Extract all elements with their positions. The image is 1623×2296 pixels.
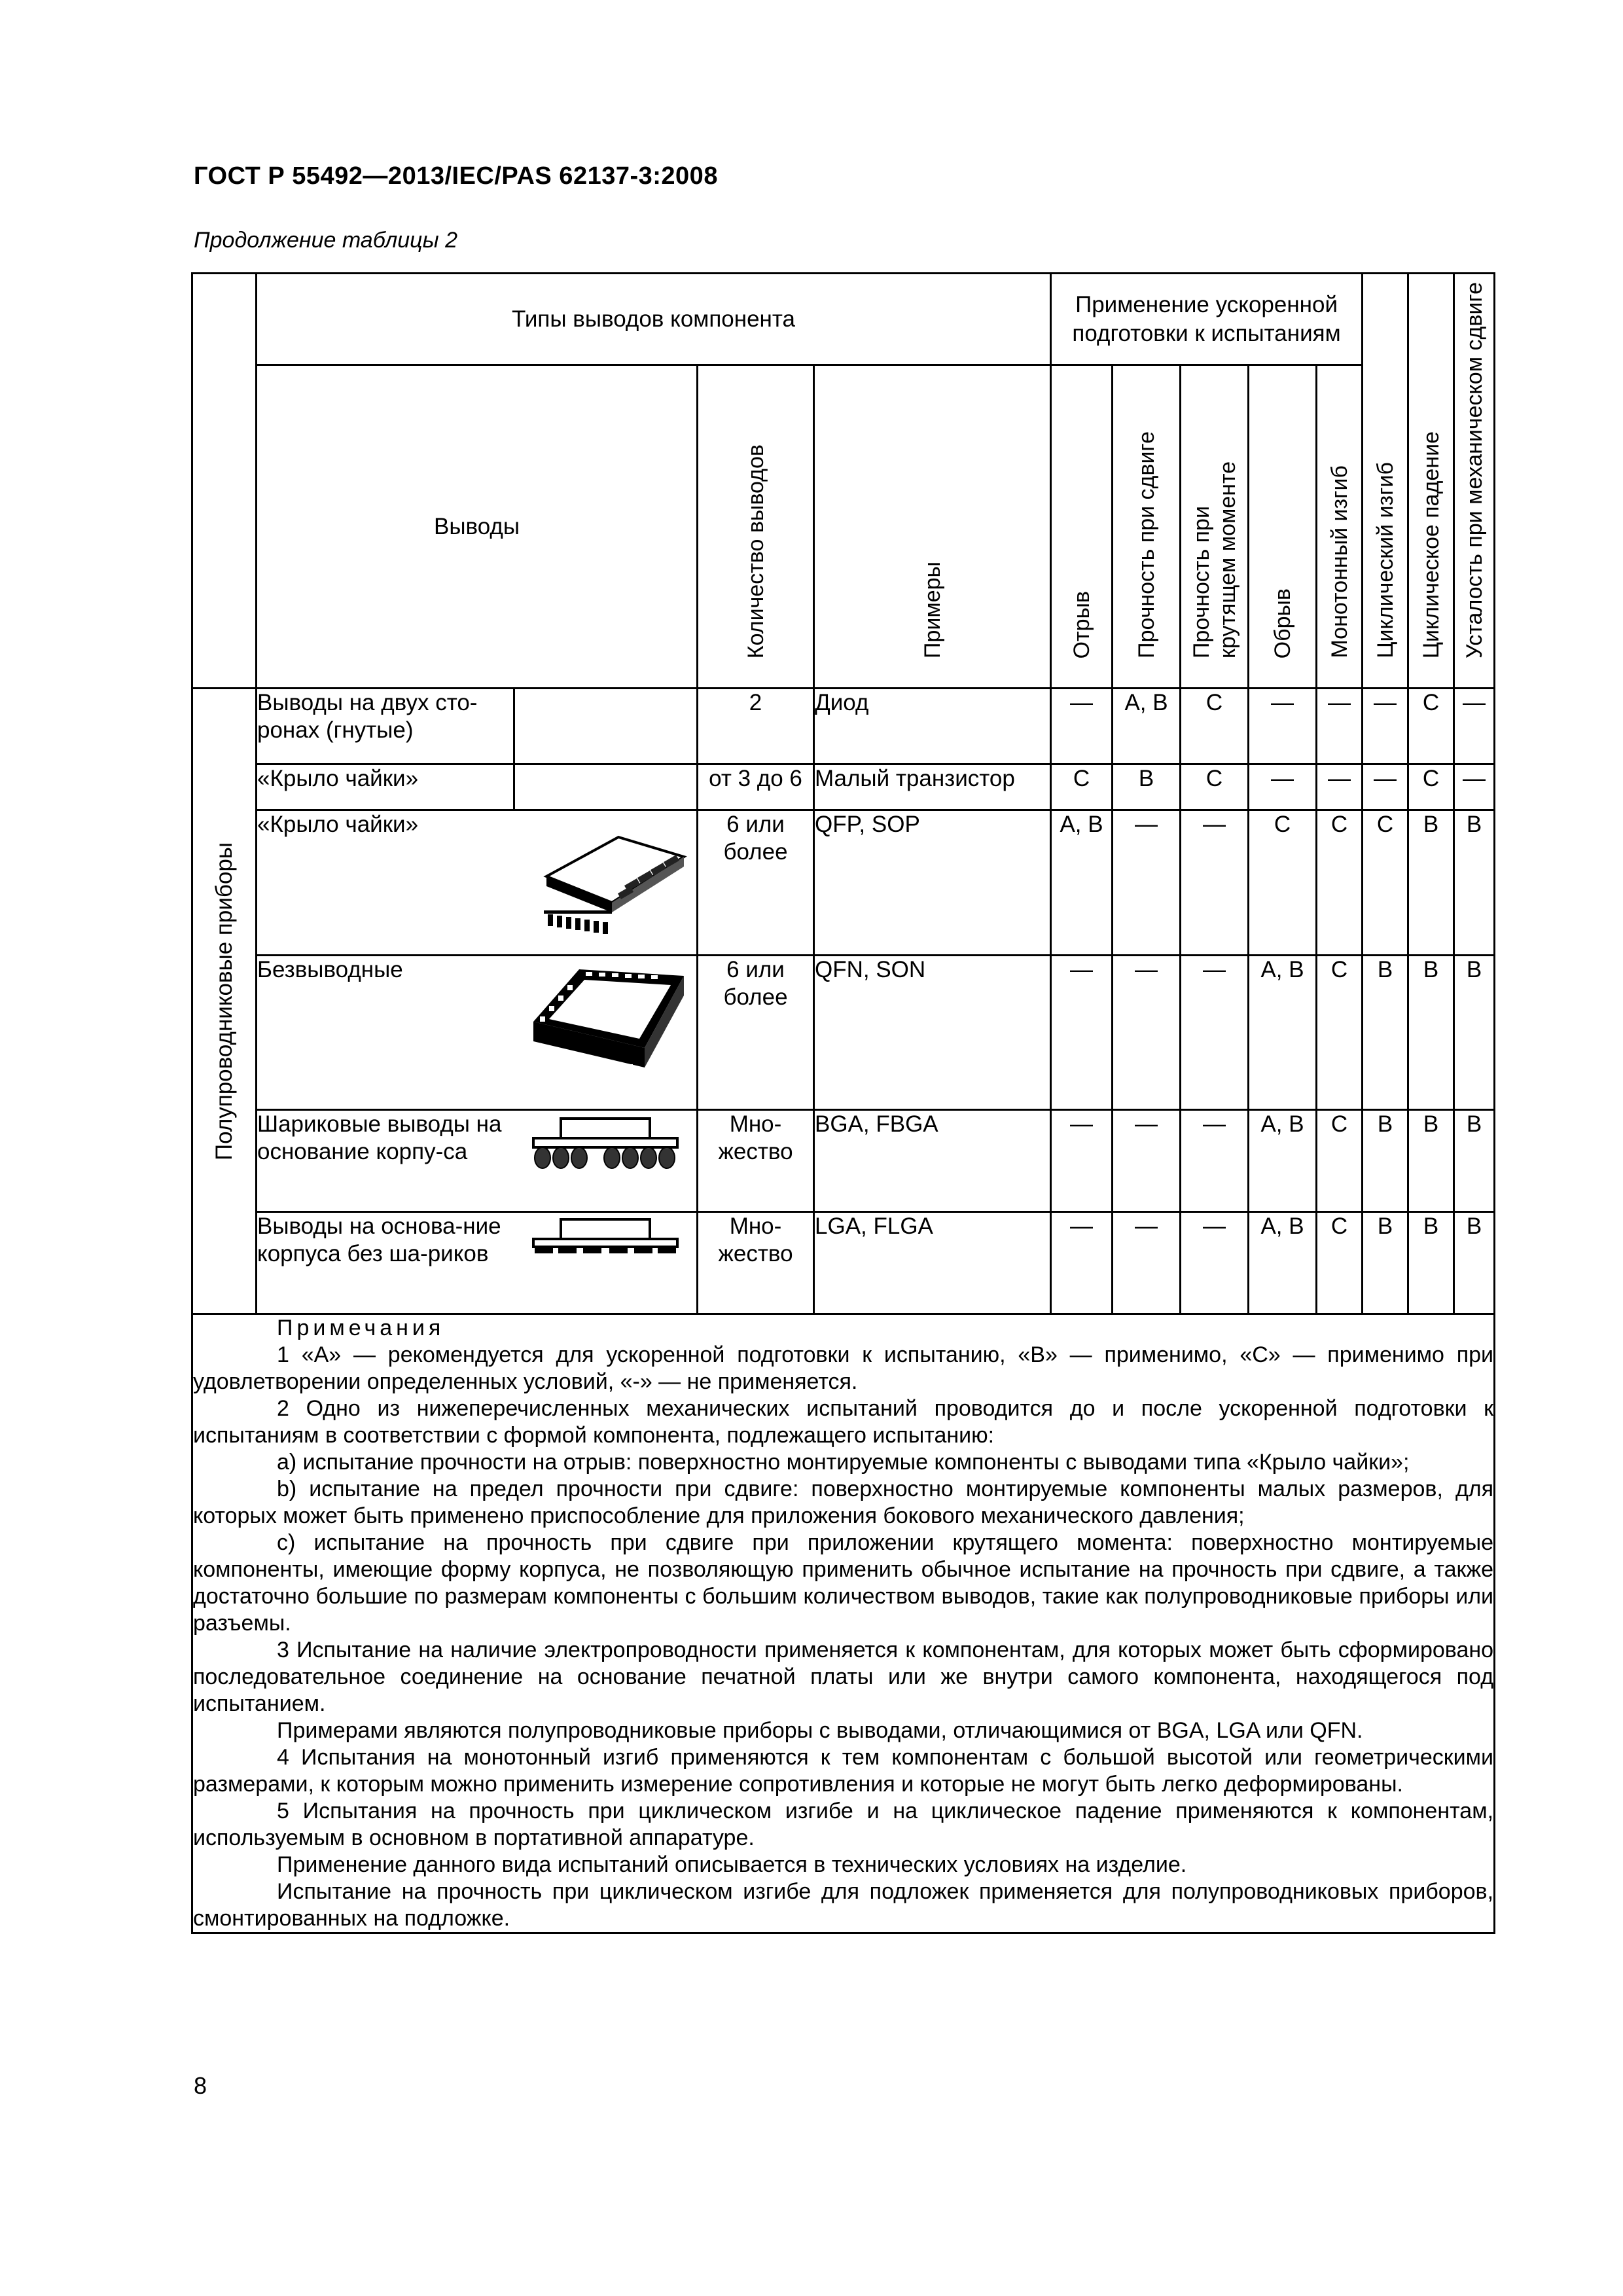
value-shear: А, В (1113, 689, 1181, 764)
col-shear-header (1113, 365, 1181, 689)
value-cyclic-bend: В (1363, 1110, 1408, 1212)
col-mono-bend: Монотонный изгиб (1327, 465, 1352, 658)
leads-cell: Выводы на основа-ние корпуса без ша-риков (257, 1212, 514, 1314)
value-cyclic-bend: В (1363, 1212, 1408, 1314)
leads-cell: Выводы на двух сто-ронах (гнутые) (257, 689, 514, 764)
leads-cell: Шариковые выводы на основание корпу-са (257, 1110, 514, 1212)
value-pull: А, В (1051, 810, 1113, 956)
col-fatigue-header (1454, 274, 1495, 689)
value-break: — (1249, 689, 1317, 764)
value-fatigue: — (1454, 764, 1495, 810)
count-cell: Мно-жество (698, 1212, 814, 1314)
count-cell: 6 или более (698, 956, 814, 1110)
value-cyclic-drop: В (1408, 1212, 1454, 1314)
leads-cell: Безвыводные (257, 956, 514, 1110)
value-cyclic-bend: — (1363, 764, 1408, 810)
note-5: 5 Испытания на прочность при циклическом изгибе и на циклическое падение применяются к компонентам, используемым в основном в портативной аппаратуре. (193, 1799, 1494, 1850)
value-torque: — (1181, 810, 1249, 956)
col-cyclic-bend-header (1363, 274, 1408, 689)
col-pull: Отрыв (1069, 590, 1094, 658)
lga-package-image (514, 1212, 698, 1314)
value-mono-bend: С (1317, 810, 1363, 956)
group-header-cell (192, 274, 257, 689)
table-row (192, 1110, 1495, 1212)
col-mono-bend-header (1317, 365, 1363, 689)
value-break: С (1249, 810, 1317, 956)
value-cyclic-bend: С (1363, 810, 1408, 956)
component-test-table (191, 272, 1495, 1934)
table-row (192, 689, 1495, 764)
value-break: — (1249, 764, 1317, 810)
examples-cell: Малый транзистор (814, 764, 1051, 810)
value-fatigue: В (1454, 1110, 1495, 1212)
note-5c: Испытание на прочность при циклическом изгибе для подложек применяется для полупроводниковых приборов, смонтированных на подложке. (193, 1879, 1494, 1931)
lga-package-icon (520, 1213, 690, 1272)
count-cell: 6 или более (698, 810, 814, 956)
note-3: 3 Испытание на наличие электропроводности применяется к компонентам, для которых может быть сформировано последовательное соединение на основание печатной платы или же внутри самого компонента, находящегося под испытанием. (193, 1638, 1494, 1716)
count-cell: от 3 до 6 (698, 764, 814, 810)
value-mono-bend: — (1317, 764, 1363, 810)
examples-cell: LGA, FLGA (814, 1212, 1051, 1314)
value-pull: С (1051, 764, 1113, 810)
group-label: Полупроводниковые приборы (211, 842, 237, 1160)
qfp-package-image (514, 810, 698, 956)
col-cyclic-drop-header (1408, 274, 1454, 689)
table-continuation-label: Продолжение таблицы 2 (194, 228, 457, 253)
value-fatigue: В (1454, 810, 1495, 956)
value-cyclic-bend: — (1363, 689, 1408, 764)
picture-cell (514, 689, 698, 764)
col-cyclic-drop: Циклическое падение (1418, 431, 1444, 658)
value-pull: — (1051, 689, 1113, 764)
count-cell: 2 (698, 689, 814, 764)
value-break: А, В (1249, 1110, 1317, 1212)
value-cyclic-drop: В (1408, 956, 1454, 1110)
note-2a: a) испытание прочности на отрыв: поверхностно монтируемые компоненты с выводами типа «Крыло чайки»; (277, 1450, 1410, 1475)
note-4: 4 Испытания на монотонный изгиб применяются к тем компонентам с большой высотой или геометрическими размерами, к которым можно применить измерение сопротивления и которые не могут быть легко деформированы. (193, 1745, 1494, 1797)
examples-cell: Диод (814, 689, 1051, 764)
value-shear: — (1113, 1212, 1181, 1314)
table-row (192, 810, 1495, 956)
picture-cell (514, 764, 698, 810)
examples-cell: QFN, SON (814, 956, 1051, 1110)
note-2: 2 Одно из нижеперечисленных механических испытаний проводится до и после ускоренной подготовки к испытаниям в соответствии с формой компонента, подлежащего испытанию: (193, 1396, 1494, 1448)
note-1: 1 «А» — рекомендуется для ускоренной подготовки к испытанию, «В» — применимо, «С» — применимо при удовлетворении определенных условий, «-» — не применяется. (193, 1342, 1494, 1394)
header-types: Типы выводов компонента (257, 274, 1051, 365)
document-title: ГОСТ Р 55492—2013/IEC/PAS 62137-3:2008 (194, 162, 718, 190)
value-mono-bend: С (1317, 1110, 1363, 1212)
col-leads: Выводы (257, 365, 698, 689)
qfp-package-icon (520, 811, 690, 935)
value-break: А, В (1249, 956, 1317, 1110)
value-fatigue: В (1454, 1212, 1495, 1314)
col-examples: Примеры (919, 562, 945, 658)
page-number: 8 (194, 2072, 207, 2099)
value-break: А, В (1249, 1212, 1317, 1314)
value-pull: — (1051, 1212, 1113, 1314)
value-fatigue: В (1454, 956, 1495, 1110)
group-cell (192, 689, 257, 1314)
col-examples-header (814, 365, 1051, 689)
examples-cell: QFP, SOP (814, 810, 1051, 956)
col-break: Обрыв (1270, 588, 1295, 658)
value-mono-bend: — (1317, 689, 1363, 764)
notes-row (192, 1314, 1495, 1933)
col-cyclic-bend: Циклический изгиб (1372, 462, 1398, 658)
col-count-header (698, 365, 814, 689)
value-mono-bend: С (1317, 1212, 1363, 1314)
note-2b: b) испытание на предел прочности при сдвиге: поверхностно монтируемые компоненты малых размеров, для которых может быть применено приспособление для приложения бокового механического давления; (193, 1477, 1494, 1528)
value-cyclic-bend: В (1363, 956, 1408, 1110)
leads-cell: «Крыло чайки» (257, 810, 514, 956)
value-cyclic-drop: В (1408, 1110, 1454, 1212)
qfn-package-image (514, 956, 698, 1110)
header-acceleration: Применение ускоренной подготовки к испытаниям (1051, 274, 1363, 365)
value-shear: — (1113, 1110, 1181, 1212)
col-fatigue: Усталость при механическом сдвиге (1461, 282, 1487, 658)
col-break-header (1249, 365, 1317, 689)
leads-cell: «Крыло чайки» (257, 764, 514, 810)
table-row (192, 764, 1495, 810)
count-cell: Мно-жество (698, 1110, 814, 1212)
value-cyclic-drop: С (1408, 689, 1454, 764)
value-torque: — (1181, 956, 1249, 1110)
value-pull: — (1051, 956, 1113, 1110)
notes-heading: Примечания (277, 1316, 445, 1340)
qfn-package-icon (520, 956, 690, 1087)
note-5b: Применение данного вида испытаний описывается в технических условиях на изделие. (277, 1852, 1187, 1877)
table-row (192, 1212, 1495, 1314)
value-shear: В (1113, 764, 1181, 810)
value-torque: С (1181, 764, 1249, 810)
bga-package-icon (520, 1111, 690, 1183)
value-torque: — (1181, 1110, 1249, 1212)
col-shear: Прочность при сдвиге (1133, 431, 1159, 658)
value-torque: — (1181, 1212, 1249, 1314)
value-shear: — (1113, 956, 1181, 1110)
notes-cell (192, 1314, 1495, 1933)
value-cyclic-drop: С (1408, 764, 1454, 810)
value-cyclic-drop: В (1408, 810, 1454, 956)
col-count: Количество выводов (743, 444, 768, 658)
value-fatigue: — (1454, 689, 1495, 764)
note-3b: Примерами являются полупроводниковые приборы с выводами, отличающимися от BGA, LGA или QFN. (277, 1718, 1363, 1743)
value-shear: — (1113, 810, 1181, 956)
value-pull: — (1051, 1110, 1113, 1212)
col-torque: Прочность при крутящем моменте (1188, 461, 1240, 658)
col-pull-header (1051, 365, 1113, 689)
note-2c: c) испытание на прочность при сдвиге при приложении крутящего момента: поверхностно монтируемые компоненты, имеющие форму корпуса, не позволяющую применить обычное испытание на прочность при сдвиге, а также достаточно большие по размерам компоненты с большим количеством выводов, такие как полупроводниковые приборы или разъемы. (193, 1530, 1494, 1636)
examples-cell: BGA, FBGA (814, 1110, 1051, 1212)
col-torque-header (1181, 365, 1249, 689)
value-torque: С (1181, 689, 1249, 764)
value-mono-bend: С (1317, 956, 1363, 1110)
table-row (192, 956, 1495, 1110)
bga-package-image (514, 1110, 698, 1212)
